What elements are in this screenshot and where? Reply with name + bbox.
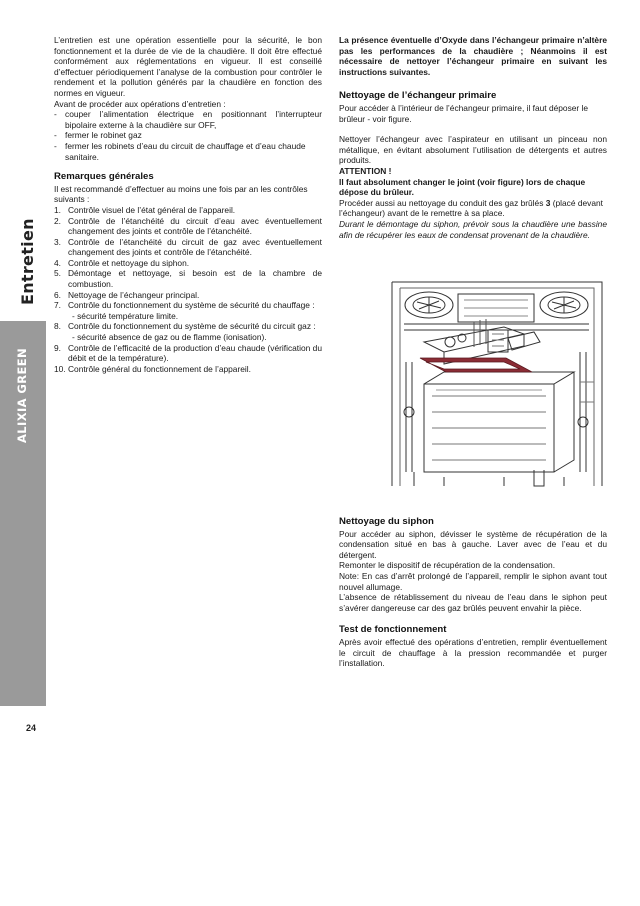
- list-item: [54, 300, 322, 321]
- item-text: Contrôle de l’efficacité de la production d’eau chaude (vérification du débit et de la température).: [68, 342, 322, 364]
- exchanger-paragraph: Nettoyer l’échangeur avec l’aspirateur en utilisant un pinceau non métallique, en évitant absolument l’utilisation de détergents et autres produits.: [339, 134, 607, 166]
- item-number: 2.: [54, 215, 61, 226]
- list-item: [54, 237, 322, 258]
- list-item: [54, 258, 322, 269]
- list-item: [54, 205, 322, 216]
- boiler-burner-illustration: [384, 272, 610, 490]
- siphon-paragraph: Pour accéder au siphon, dévisser le système de récupération de la condensation situé en bas à gauche. Laver avec de l’eau et du détergent.: [339, 528, 607, 560]
- item-number: 5.: [54, 268, 61, 279]
- item-number: 9.: [54, 342, 61, 353]
- brand-label-vertical: ALIXIA GREEN: [15, 348, 29, 443]
- before-operations-list: [54, 109, 322, 162]
- attention-text: Il faut absolument changer le joint (voir figure) lors de chaque dépose du brûleur.: [339, 176, 586, 198]
- left-column: [54, 35, 322, 374]
- text-run: Procéder aussi au nettoyage du conduit des gaz brûlés: [339, 197, 546, 208]
- list-item: - couper l’alimentation électrique en positionnant l’interrupteur bipolaire externe à la chaudière sur OFF,: [54, 109, 322, 130]
- list-item: [54, 343, 322, 364]
- remarks-intro: Il est recommandé d’effectuer au moins une fois par an les contrôles suivants :: [54, 183, 308, 205]
- item-text: Contrôle de l’étanchéité du circuit d’eau avec éventuellement changement des joints et contrôle de l’étanchéité.: [68, 215, 322, 237]
- item-number: 7.: [54, 300, 61, 311]
- exchanger-paragraph: [339, 198, 607, 219]
- before-operations-text: Avant de procéder aux opérations d’entretien :: [54, 98, 226, 109]
- item-text: Démontage et nettoyage, si besoin est de la chambre de combustion.: [68, 268, 322, 290]
- item-subtext: - sécurité absence de gaz ou de flamme (ionisation).: [72, 332, 267, 343]
- test-paragraph: Après avoir effectué des opérations d’entretien, remplir éventuellement le circuit de chauffage à la pression recommandée et purger l’installation.: [339, 636, 607, 669]
- item-text: Contrôle du fonctionnement du système de sécurité du chauffage :: [68, 300, 315, 311]
- section-title-vertical: Entretien: [18, 218, 37, 305]
- siphon-paragraph: Remonter le dispositif de récupération de la condensation.: [339, 560, 556, 571]
- attention-label: ATTENTION !: [339, 165, 392, 176]
- intro-paragraph: L’entretien est une opération essentielle pour la sécurité, le bon fonctionnement et la durée de vie de la chaudière. Il doit être effectué conformément aux réglementations en vigueur. Il est conseillé d’effectuer périodiquement l’analyse de la combustion pour contrôler le rendement et la pollution générés par la chaudière en fonction des normes en vigueur.: [54, 35, 322, 98]
- page-number: 24: [26, 723, 37, 733]
- item-number: 1.: [54, 204, 61, 215]
- list-item: [54, 364, 322, 375]
- reference-number: 3: [545, 197, 551, 208]
- section-heading: Nettoyage du siphon: [339, 516, 434, 527]
- exchanger-paragraph: Pour accéder à l’intérieur de l’échangeur primaire, il faut déposer le brûleur - voir figure.: [339, 102, 589, 124]
- item-text: Contrôle général du fonctionnement de l’appareil.: [67, 363, 251, 374]
- item-number: 10.: [54, 363, 66, 374]
- item-number: 4.: [54, 257, 61, 268]
- list-item: [54, 321, 322, 342]
- section-heading: Test de fonctionnement: [339, 624, 447, 636]
- siphon-paragraph: L’absence de rétablissement du niveau de l’eau dans le siphon peut s’avérer dangereuse car des gaz brûlés peuvent envahir la pièce.: [339, 592, 607, 613]
- item-number: 3.: [54, 236, 61, 247]
- item-number: 8.: [54, 321, 61, 332]
- item-text: Contrôle et nettoyage du siphon.: [68, 257, 190, 268]
- gasket-highlight: [420, 358, 532, 372]
- text-run: (placé devant l’échangeur) avant de le remettre à sa place.: [339, 197, 604, 219]
- item-text: Nettoyage de l’échangeur principal.: [68, 289, 200, 300]
- list-item: - fermer le robinet gaz: [54, 130, 322, 141]
- section-heading: Nettoyage de l’échangeur primaire: [339, 90, 497, 102]
- siphon-paragraph: Note: En cas d’arrêt prolongé de l’appareil, remplir le siphon avant tout nouvel allumage.: [339, 570, 607, 592]
- right-column-bottom: [339, 507, 607, 669]
- checks-list: [54, 205, 322, 375]
- list-item: - fermer les robinets d’eau du circuit de chauffage et d’eau chaude sanitaire.: [54, 141, 322, 162]
- list-item: [54, 216, 322, 237]
- item-text: Contrôle de l’étanchéité du circuit de gaz avec éventuellement changement des joints et contrôle de l’étanchéité.: [68, 236, 322, 258]
- item-number: 6.: [54, 289, 61, 300]
- siphon-warning: Durant le démontage du siphon, prévoir sous la chaudière une bassine afin de récupérer les eaux de condensat provenant de la chaudière.: [339, 218, 607, 240]
- right-column: [339, 35, 607, 240]
- section-heading: Remarques générales: [54, 171, 154, 183]
- list-item: [54, 290, 322, 301]
- item-text: Contrôle visuel de l’état général de l’appareil.: [68, 204, 236, 215]
- oxide-note: La présence éventuelle d’Oxyde dans l’échangeur primaire n’altère pas les performances de la chaudière ; Néanmoins il est nécessaire de nettoyer l’échangeur primaire en suivant les instructions suivantes.: [339, 35, 607, 77]
- list-item: [54, 268, 322, 289]
- item-text: Contrôle du fonctionnement du système de sécurité du circuit gaz :: [68, 321, 316, 332]
- item-subtext: - sécurité température limite.: [72, 310, 179, 321]
